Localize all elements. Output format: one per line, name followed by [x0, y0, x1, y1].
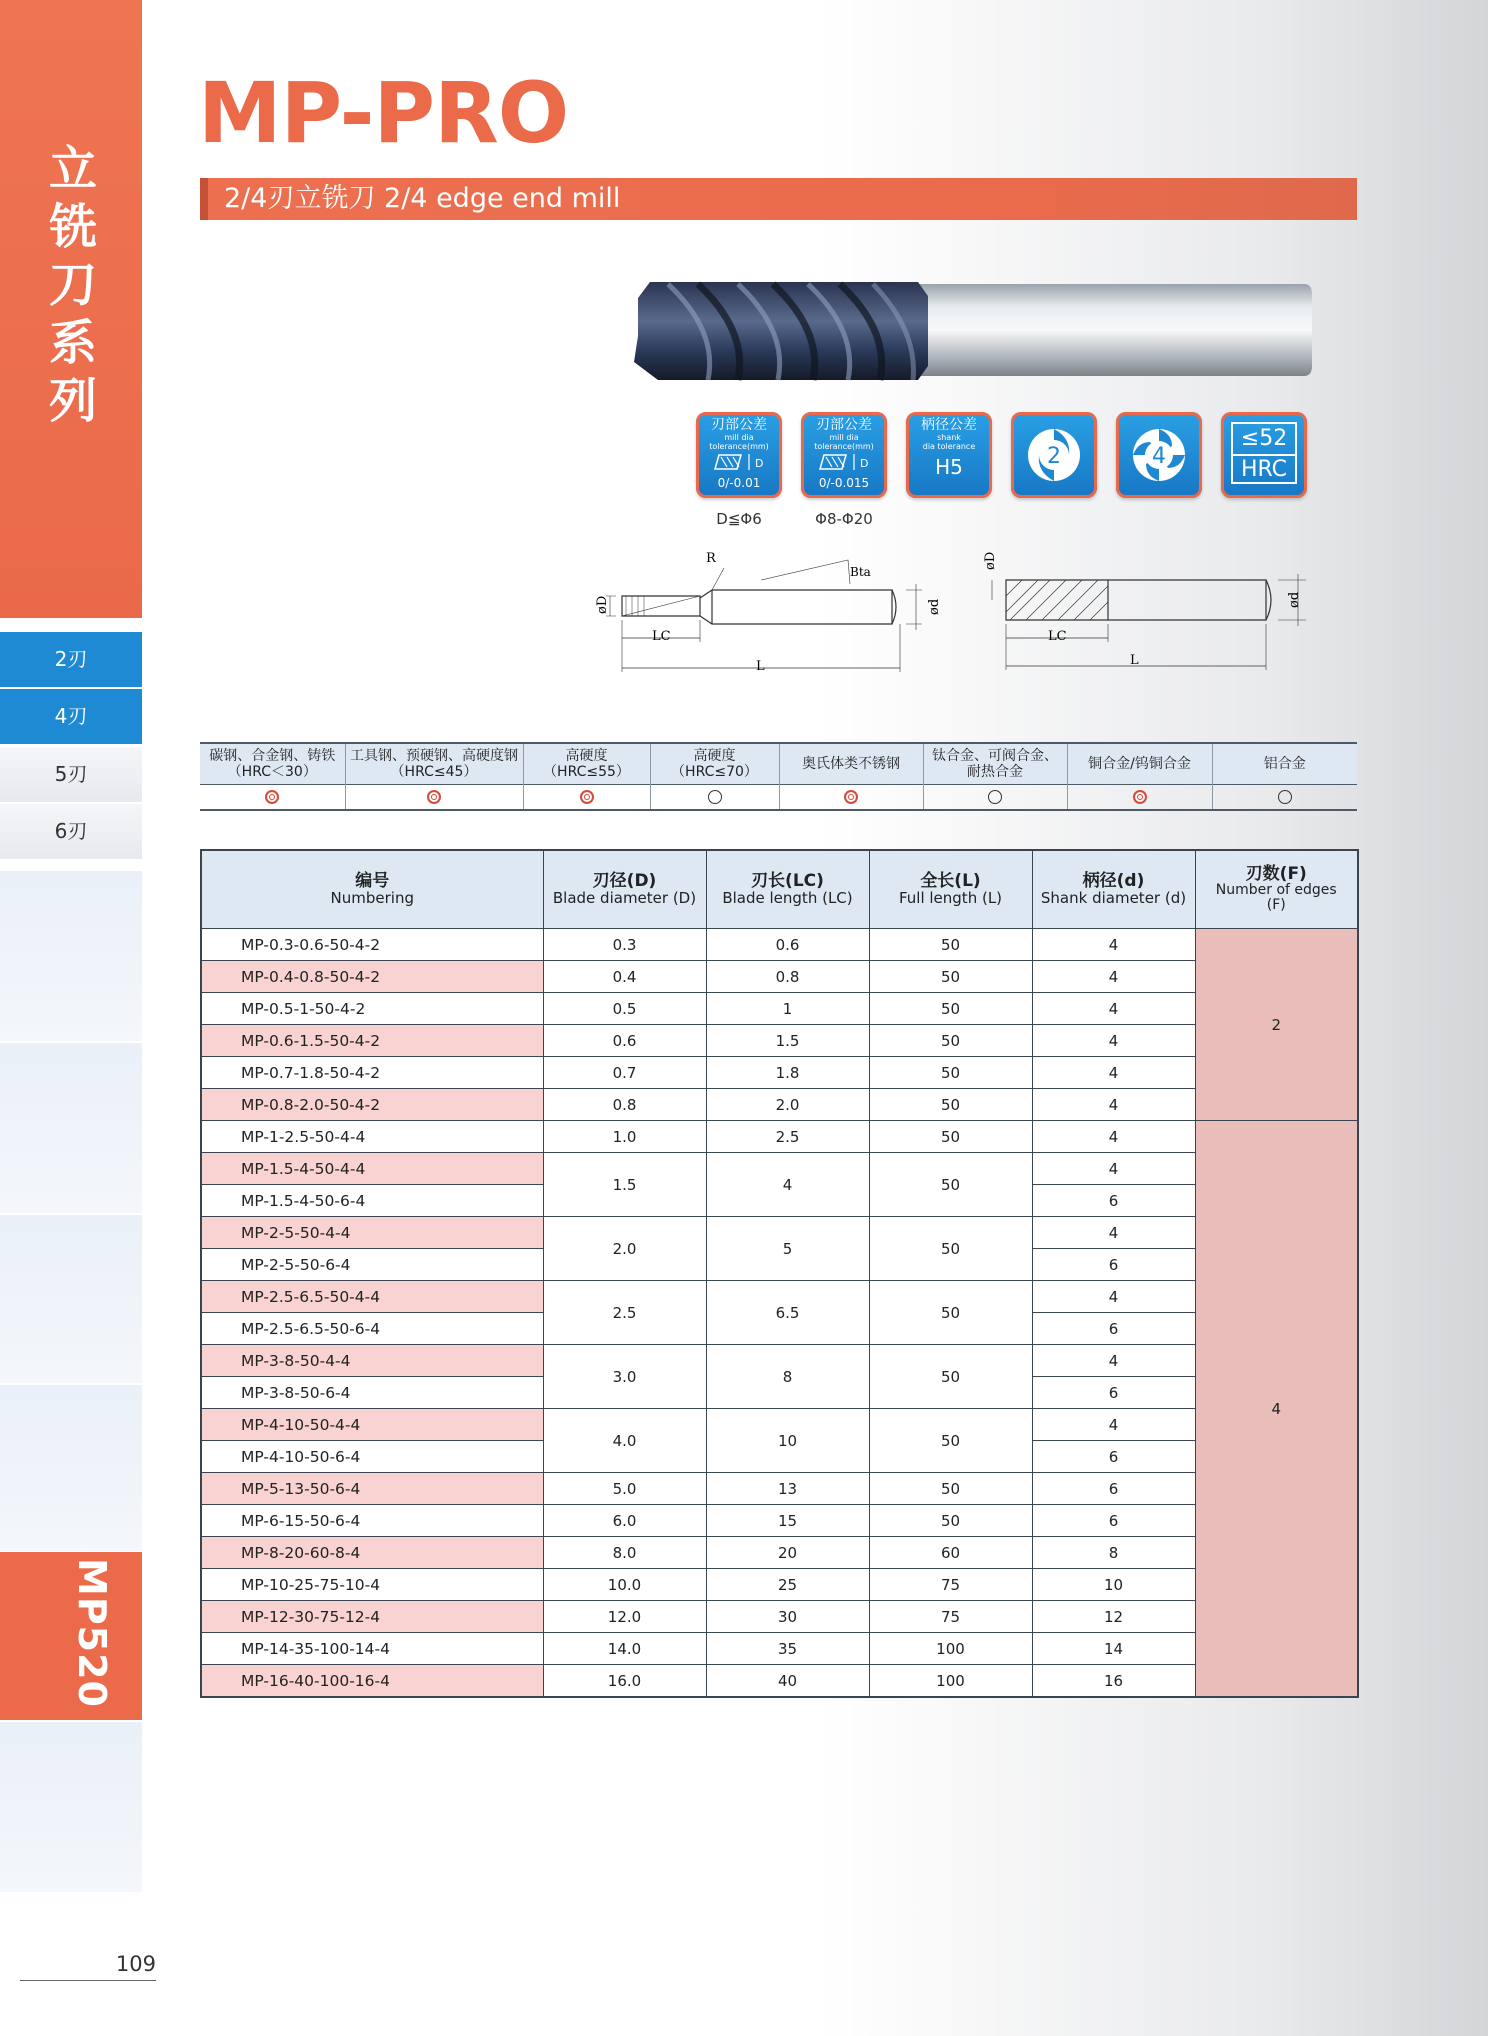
recommended-mark-icon — [265, 790, 279, 804]
blade-diameter: 12.0 — [543, 1601, 706, 1633]
shank-diameter: 4 — [1032, 1217, 1195, 1249]
material-marks-row — [200, 785, 1357, 811]
recommended-mark-icon — [844, 790, 858, 804]
blade-length: 0.6 — [706, 929, 869, 961]
shank-diameter: 4 — [1032, 929, 1195, 961]
full-length: 50 — [869, 1057, 1032, 1089]
four-flute-icon — [1116, 412, 1202, 498]
material-mark-cell — [523, 785, 650, 811]
material-header-row — [200, 743, 1357, 785]
table-row — [201, 1665, 1358, 1698]
tolerance-badge-large: 刃部公差 mill dia tolerance(mm) D 0/-0.015 — [801, 412, 887, 498]
product-code: MP-0.5-1-50-4-2 — [201, 993, 543, 1025]
svg-text:LC: LC — [1048, 629, 1067, 644]
shank-diameter: 6 — [1032, 1249, 1195, 1281]
product-title: MP-PRO — [198, 64, 569, 162]
shank-diameter: 4 — [1032, 1025, 1195, 1057]
blade-diameter: 0.8 — [543, 1089, 706, 1121]
two-flute-badge — [1011, 412, 1097, 498]
blade-diameter: 4.0 — [543, 1409, 706, 1473]
table-row — [201, 993, 1358, 1025]
blade-diameter: 2.5 — [543, 1281, 706, 1345]
shank-diameter: 6 — [1032, 1441, 1195, 1473]
edge-count-4: 4 — [1195, 1121, 1358, 1698]
four-flute-badge — [1116, 412, 1202, 498]
blade-length: 6.5 — [706, 1281, 869, 1345]
end-mill-photo — [628, 276, 1312, 386]
product-code: MP-0.7-1.8-50-4-2 — [201, 1057, 543, 1089]
material-mark-cell — [1067, 785, 1212, 811]
shank-diameter: 10 — [1032, 1569, 1195, 1601]
product-subtitle: 2/4刃立铣刀 2/4 edge end mill — [200, 178, 1357, 220]
svg-text:Bta: Bta — [850, 565, 871, 579]
product-code: MP-12-30-75-12-4 — [201, 1601, 543, 1633]
specification-table — [200, 849, 1359, 1698]
shank-diameter: 4 — [1032, 1345, 1195, 1377]
suitable-mark-icon — [1278, 790, 1292, 804]
full-length: 50 — [869, 1153, 1032, 1217]
blade-length: 1.8 — [706, 1057, 869, 1089]
table-row — [201, 961, 1358, 993]
header-full-length: 全长(L) Full length (L) — [869, 850, 1032, 929]
table-row — [201, 1281, 1358, 1313]
material-suitability-table — [200, 742, 1357, 811]
blade-diameter: 0.4 — [543, 961, 706, 993]
full-length: 50 — [869, 929, 1032, 961]
material-header: 工具钢、预硬钢、高硬度钢 （HRC≤45） — [345, 743, 523, 785]
blade-length: 4 — [706, 1153, 869, 1217]
full-length: 50 — [869, 1409, 1032, 1473]
svg-text:ød: ød — [1287, 591, 1302, 608]
shank-diameter: 4 — [1032, 961, 1195, 993]
full-length: 75 — [869, 1601, 1032, 1633]
product-code: MP-2.5-6.5-50-6-4 — [201, 1313, 543, 1345]
series-code: MP520 — [70, 1558, 114, 1708]
blade-length: 25 — [706, 1569, 869, 1601]
sidebar-spacer — [0, 871, 142, 1043]
hardness-badge: ≤52 HRC — [1221, 412, 1307, 498]
table-row — [201, 1569, 1358, 1601]
product-code: MP-6-15-50-6-4 — [201, 1505, 543, 1537]
table-row — [201, 1601, 1358, 1633]
header-blade-diameter: 刃径(D) Blade diameter (D) — [543, 850, 706, 929]
page-number: 109 — [20, 1952, 156, 1981]
svg-text:R: R — [706, 551, 716, 566]
blade-length: 20 — [706, 1537, 869, 1569]
svg-text:4: 4 — [1152, 444, 1166, 469]
full-length: 50 — [869, 1121, 1032, 1153]
suitable-mark-icon — [708, 790, 722, 804]
product-code: MP-0.4-0.8-50-4-2 — [201, 961, 543, 993]
shank-diameter: 12 — [1032, 1601, 1195, 1633]
blade-length: 2.0 — [706, 1089, 869, 1121]
blade-diameter: 1.5 — [543, 1153, 706, 1217]
full-length: 50 — [869, 1505, 1032, 1537]
material-mark-cell — [200, 785, 345, 811]
shank-diameter: 4 — [1032, 1057, 1195, 1089]
product-code: MP-1.5-4-50-6-4 — [201, 1185, 543, 1217]
full-length: 50 — [869, 1281, 1032, 1345]
product-code: MP-16-40-100-16-4 — [201, 1665, 543, 1698]
product-code: MP-1-2.5-50-4-4 — [201, 1121, 543, 1153]
product-code: MP-0.8-2.0-50-4-2 — [201, 1089, 543, 1121]
full-length: 75 — [869, 1569, 1032, 1601]
svg-text:D: D — [755, 457, 764, 470]
tolerance-icon — [814, 451, 874, 473]
four-flute-drawing — [992, 574, 1306, 670]
blade-length: 1.5 — [706, 1025, 869, 1057]
blade-length: 35 — [706, 1633, 869, 1665]
shank-diameter: 4 — [1032, 1153, 1195, 1185]
svg-text:D: D — [860, 457, 869, 470]
full-length: 60 — [869, 1537, 1032, 1569]
table-row — [201, 1057, 1358, 1089]
blade-diameter: 14.0 — [543, 1633, 706, 1665]
series-code-band — [0, 1552, 142, 1720]
blade-diameter: 8.0 — [543, 1537, 706, 1569]
product-code: MP-2-5-50-4-4 — [201, 1217, 543, 1249]
recommended-mark-icon — [427, 790, 441, 804]
shank-diameter: 4 — [1032, 1281, 1195, 1313]
table-row — [201, 1473, 1358, 1505]
table-row — [201, 1089, 1358, 1121]
product-code: MP-2.5-6.5-50-4-4 — [201, 1281, 543, 1313]
material-header: 高硬度 （HRC≤55） — [523, 743, 650, 785]
material-header: 碳钢、合金钢、铸铁 （HRC＜30） — [200, 743, 345, 785]
svg-text:L: L — [756, 659, 765, 674]
table-row — [201, 1505, 1358, 1537]
material-header: 奥氏体类不锈钢 — [779, 743, 923, 785]
shank-tolerance-badge: 柄径公差 shank dia tolerance H5 — [906, 412, 992, 498]
material-mark-cell — [650, 785, 779, 811]
blade-diameter: 0.5 — [543, 993, 706, 1025]
sidebar-spacer — [0, 1215, 142, 1385]
product-code: MP-5-13-50-6-4 — [201, 1473, 543, 1505]
shank-diameter: 6 — [1032, 1313, 1195, 1345]
shank-diameter: 4 — [1032, 1121, 1195, 1153]
product-code: MP-4-10-50-4-4 — [201, 1409, 543, 1441]
blade-length: 40 — [706, 1665, 869, 1698]
product-code: MP-1.5-4-50-4-4 — [201, 1153, 543, 1185]
material-header: 钛合金、可阀合金、 耐热合金 — [923, 743, 1067, 785]
recommended-mark-icon — [580, 790, 594, 804]
header-numbering: 编号 Numbering — [201, 850, 543, 929]
blade-diameter: 0.6 — [543, 1025, 706, 1057]
feature-badges — [696, 412, 1316, 528]
tolerance-badge-small: 刃部公差 mill dia tolerance(mm) D 0/-0.01 — [696, 412, 782, 498]
product-code: MP-3-8-50-6-4 — [201, 1377, 543, 1409]
svg-text:øD: øD — [983, 551, 998, 570]
table-row — [201, 929, 1358, 961]
blade-length: 15 — [706, 1505, 869, 1537]
table-row — [201, 1153, 1358, 1185]
shank-diameter: 4 — [1032, 1409, 1195, 1441]
material-mark-cell — [779, 785, 923, 811]
two-flute-icon — [1011, 412, 1097, 498]
sidebar-tab-6-flute[interactable]: 6刃 — [0, 804, 142, 861]
header-blade-length: 刃长(LC) Blade length (LC) — [706, 850, 869, 929]
shank-diameter: 16 — [1032, 1665, 1195, 1698]
blade-diameter: 5.0 — [543, 1473, 706, 1505]
product-code: MP-10-25-75-10-4 — [201, 1569, 543, 1601]
full-length: 100 — [869, 1633, 1032, 1665]
shank-diameter: 4 — [1032, 993, 1195, 1025]
sidebar-tab-2-flute[interactable]: 2刃 — [0, 632, 142, 687]
product-code: MP-2-5-50-6-4 — [201, 1249, 543, 1281]
full-length: 50 — [869, 993, 1032, 1025]
blade-length: 13 — [706, 1473, 869, 1505]
blade-length: 10 — [706, 1409, 869, 1473]
header-edges: 刃数(F) Number of edges (F) — [1195, 850, 1358, 929]
sidebar-tab-4-flute[interactable]: 4刃 — [0, 689, 142, 744]
category-band — [0, 0, 142, 618]
blade-length: 2.5 — [706, 1121, 869, 1153]
product-code: MP-3-8-50-4-4 — [201, 1345, 543, 1377]
sidebar — [0, 0, 156, 2036]
material-mark-cell — [923, 785, 1067, 811]
shank-diameter: 14 — [1032, 1633, 1195, 1665]
shank-diameter: 6 — [1032, 1505, 1195, 1537]
material-header: 铜合金/钨铜合金 — [1067, 743, 1212, 785]
svg-text:L: L — [1130, 653, 1139, 668]
sidebar-tab-5-flute[interactable]: 5刃 — [0, 747, 142, 804]
spec-header-row — [201, 850, 1358, 929]
blade-diameter: 10.0 — [543, 1569, 706, 1601]
shank-diameter: 6 — [1032, 1473, 1195, 1505]
material-header: 高硬度 （HRC≤70） — [650, 743, 779, 785]
blade-length: 1 — [706, 993, 869, 1025]
full-length: 50 — [869, 1025, 1032, 1057]
svg-text:øD: øD — [595, 595, 610, 614]
table-row — [201, 1217, 1358, 1249]
table-row — [201, 1633, 1358, 1665]
blade-diameter: 6.0 — [543, 1505, 706, 1537]
two-flute-drawing — [606, 560, 922, 672]
full-length: 50 — [869, 1217, 1032, 1281]
sidebar-spacer — [0, 1385, 142, 1553]
table-row — [201, 1409, 1358, 1441]
suitable-mark-icon — [988, 790, 1002, 804]
sidebar-spacer — [0, 1722, 142, 1894]
full-length: 50 — [869, 1345, 1032, 1409]
shank-diameter: 4 — [1032, 1089, 1195, 1121]
sidebar-spacer — [0, 1043, 142, 1215]
product-code: MP-0.6-1.5-50-4-2 — [201, 1025, 543, 1057]
blade-diameter: 1.0 — [543, 1121, 706, 1153]
material-header: 铝合金 — [1212, 743, 1357, 785]
blade-diameter: 0.7 — [543, 1057, 706, 1089]
table-row — [201, 1345, 1358, 1377]
blade-length: 5 — [706, 1217, 869, 1281]
table-row — [201, 1537, 1358, 1569]
blade-diameter: 0.3 — [543, 929, 706, 961]
blade-length: 0.8 — [706, 961, 869, 993]
shank-diameter: 8 — [1032, 1537, 1195, 1569]
product-code: MP-8-20-60-8-4 — [201, 1537, 543, 1569]
full-length: 50 — [869, 1089, 1032, 1121]
header-shank-diameter: 柄径(d) Shank diameter (d) — [1032, 850, 1195, 929]
product-code: MP-4-10-50-6-4 — [201, 1441, 543, 1473]
product-code: MP-14-35-100-14-4 — [201, 1633, 543, 1665]
edge-count-2: 2 — [1195, 929, 1358, 1121]
full-length: 50 — [869, 1473, 1032, 1505]
blade-length: 8 — [706, 1345, 869, 1409]
blade-diameter: 16.0 — [543, 1665, 706, 1698]
table-row — [201, 1121, 1358, 1153]
shank-diameter: 6 — [1032, 1185, 1195, 1217]
full-length: 50 — [869, 961, 1032, 993]
category-title: 立 铣 刀 系 列 — [48, 141, 97, 429]
product-code: MP-0.3-0.6-50-4-2 — [201, 929, 543, 961]
recommended-mark-icon — [1133, 790, 1147, 804]
shank-diameter: 6 — [1032, 1377, 1195, 1409]
blade-length: 30 — [706, 1601, 869, 1633]
svg-text:2: 2 — [1047, 444, 1061, 469]
tolerance-caption-small: D≦Φ6 — [716, 510, 762, 528]
material-mark-cell — [1212, 785, 1357, 811]
tolerance-icon — [709, 451, 769, 473]
tolerance-caption-large: Φ8-Φ20 — [815, 510, 873, 528]
material-mark-cell — [345, 785, 523, 811]
svg-text:ød: ød — [927, 598, 942, 615]
technical-drawings — [586, 540, 1320, 680]
blade-diameter: 3.0 — [543, 1345, 706, 1409]
blade-diameter: 2.0 — [543, 1217, 706, 1281]
full-length: 100 — [869, 1665, 1032, 1698]
table-row — [201, 1025, 1358, 1057]
svg-text:LC: LC — [652, 629, 671, 644]
